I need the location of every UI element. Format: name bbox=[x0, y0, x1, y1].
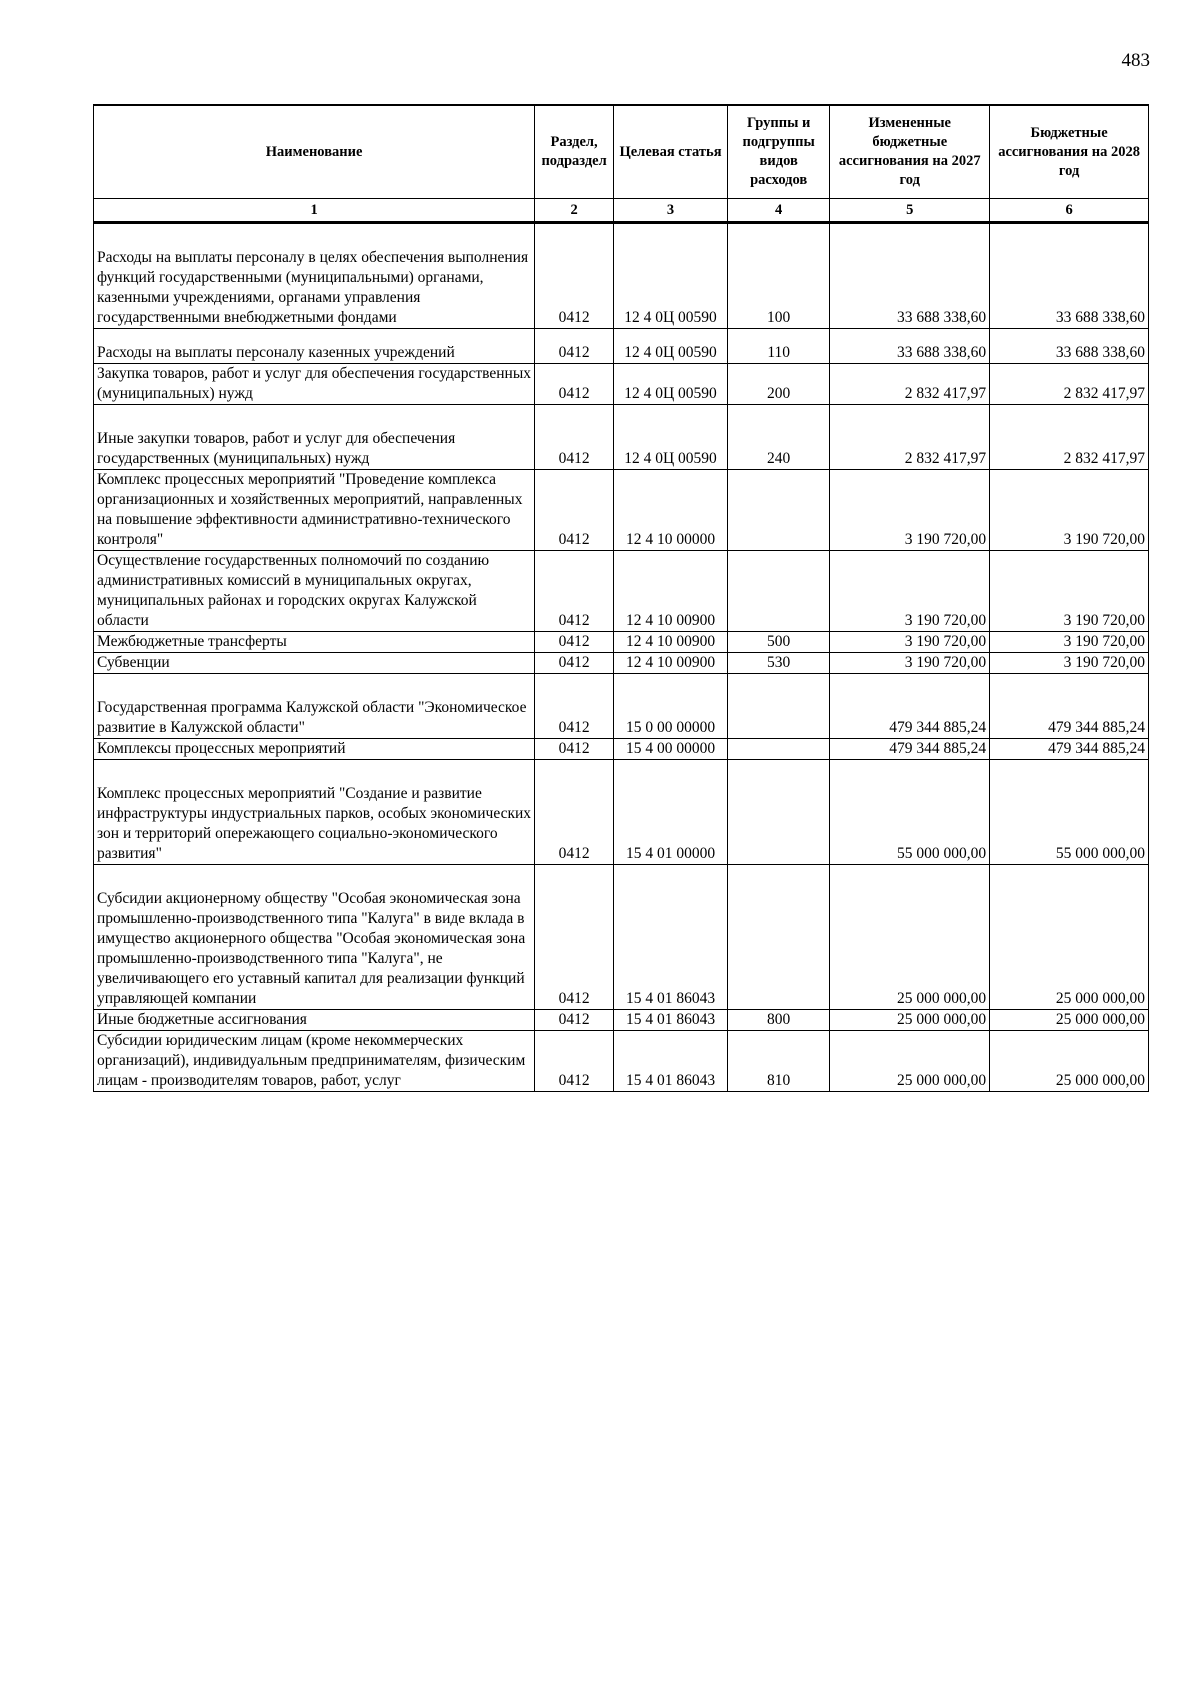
cell-expense-group: 800 bbox=[728, 1010, 830, 1031]
cell-expense-group: 240 bbox=[728, 405, 830, 470]
column-number: 6 bbox=[990, 199, 1149, 223]
table-row bbox=[94, 1031, 1149, 1092]
column-number: 1 bbox=[94, 199, 535, 223]
cell-name: Расходы на выплаты персоналу казенных учреждений bbox=[94, 329, 535, 364]
cell-target-article: 12 4 10 00900 bbox=[614, 632, 728, 653]
cell-name: Иные закупки товаров, работ и услуг для обеспечения государственных (муниципальных) нужд bbox=[94, 405, 535, 470]
cell-amount-2028: 3 190 720,00 bbox=[990, 551, 1149, 632]
cell-target-article: 12 4 0Ц 00590 bbox=[614, 223, 728, 329]
cell-target-article: 15 4 01 86043 bbox=[614, 1031, 728, 1092]
table-row bbox=[94, 329, 1149, 364]
cell-section: 0412 bbox=[535, 653, 614, 674]
cell-amount-2028: 33 688 338,60 bbox=[990, 329, 1149, 364]
cell-amount-2028: 55 000 000,00 bbox=[990, 760, 1149, 865]
cell-amount-2027: 2 832 417,97 bbox=[830, 364, 990, 405]
header-amount-2028: Бюджетные ассигнования на 2028 год bbox=[990, 105, 1149, 199]
cell-target-article: 15 0 00 00000 bbox=[614, 674, 728, 739]
cell-target-article: 12 4 0Ц 00590 bbox=[614, 364, 728, 405]
cell-name: Субсидии юридическим лицам (кроме некоммерческих организаций), индивидуальным предпринимателям, физическим лицам - производителям товаров, работ, услуг bbox=[94, 1031, 535, 1092]
cell-name: Комплекс процессных мероприятий "Проведение комплекса организационных и хозяйственных мероприятий, направленных на повышение эффективности административно-технического контроля" bbox=[94, 470, 535, 551]
table-body bbox=[94, 223, 1149, 1092]
cell-amount-2027: 2 832 417,97 bbox=[830, 405, 990, 470]
column-number: 3 bbox=[614, 199, 728, 223]
cell-section: 0412 bbox=[535, 405, 614, 470]
table-header-row bbox=[94, 105, 1149, 199]
cell-section: 0412 bbox=[535, 760, 614, 865]
cell-amount-2027: 33 688 338,60 bbox=[830, 223, 990, 329]
table-row bbox=[94, 551, 1149, 632]
header-section: Раздел, подраздел bbox=[535, 105, 614, 199]
cell-target-article: 15 4 01 86043 bbox=[614, 1010, 728, 1031]
cell-section: 0412 bbox=[535, 674, 614, 739]
cell-amount-2027: 33 688 338,60 bbox=[830, 329, 990, 364]
cell-expense-group: 530 bbox=[728, 653, 830, 674]
cell-name: Комплексы процессных мероприятий bbox=[94, 739, 535, 760]
cell-section: 0412 bbox=[535, 1031, 614, 1092]
cell-amount-2027: 479 344 885,24 bbox=[830, 739, 990, 760]
cell-name: Субсидии акционерному обществу "Особая экономическая зона промышленно-производственного типа "Калуга" в виде вклада в имущество акционерного общества "Особая экономическая зона промышленно-производственного типа "Калуга", не увеличивающего его уставный капитал для реализации функций управляющей компании bbox=[94, 865, 535, 1010]
table-row bbox=[94, 760, 1149, 865]
table-row bbox=[94, 865, 1149, 1010]
cell-amount-2028: 3 190 720,00 bbox=[990, 470, 1149, 551]
cell-expense-group: 100 bbox=[728, 223, 830, 329]
header-amount-2027: Измененные бюджетные ассигнования на 2027 год bbox=[830, 105, 990, 199]
cell-section: 0412 bbox=[535, 364, 614, 405]
table-row bbox=[94, 632, 1149, 653]
cell-section: 0412 bbox=[535, 739, 614, 760]
cell-expense-group bbox=[728, 760, 830, 865]
cell-amount-2028: 25 000 000,00 bbox=[990, 1010, 1149, 1031]
cell-section: 0412 bbox=[535, 329, 614, 364]
cell-amount-2028: 479 344 885,24 bbox=[990, 674, 1149, 739]
table-row bbox=[94, 674, 1149, 739]
cell-target-article: 12 4 10 00900 bbox=[614, 653, 728, 674]
cell-section: 0412 bbox=[535, 223, 614, 329]
cell-amount-2027: 3 190 720,00 bbox=[830, 551, 990, 632]
cell-expense-group: 500 bbox=[728, 632, 830, 653]
cell-amount-2028: 3 190 720,00 bbox=[990, 632, 1149, 653]
cell-amount-2028: 2 832 417,97 bbox=[990, 405, 1149, 470]
cell-amount-2028: 2 832 417,97 bbox=[990, 364, 1149, 405]
cell-expense-group bbox=[728, 470, 830, 551]
cell-target-article: 12 4 10 00000 bbox=[614, 470, 728, 551]
cell-amount-2027: 3 190 720,00 bbox=[830, 632, 990, 653]
cell-section: 0412 bbox=[535, 551, 614, 632]
cell-expense-group bbox=[728, 551, 830, 632]
column-number: 4 bbox=[728, 199, 830, 223]
cell-amount-2027: 3 190 720,00 bbox=[830, 653, 990, 674]
table-row bbox=[94, 405, 1149, 470]
cell-expense-group bbox=[728, 739, 830, 760]
cell-name: Закупка товаров, работ и услуг для обеспечения государственных (муниципальных) нужд bbox=[94, 364, 535, 405]
cell-target-article: 15 4 01 86043 bbox=[614, 865, 728, 1010]
cell-amount-2027: 25 000 000,00 bbox=[830, 1010, 990, 1031]
page-number: 483 bbox=[1121, 50, 1150, 71]
header-expense-group: Группы и подгруппы видов расходов bbox=[728, 105, 830, 199]
cell-expense-group: 810 bbox=[728, 1031, 830, 1092]
cell-target-article: 12 4 10 00900 bbox=[614, 551, 728, 632]
cell-target-article: 12 4 0Ц 00590 bbox=[614, 405, 728, 470]
cell-section: 0412 bbox=[535, 1010, 614, 1031]
cell-expense-group: 200 bbox=[728, 364, 830, 405]
cell-name: Осуществление государственных полномочий по созданию административных комиссий в муниципальных округах, муниципальных районах и городских округах Калужской области bbox=[94, 551, 535, 632]
header-target-article: Целевая статья bbox=[614, 105, 728, 199]
table-row bbox=[94, 223, 1149, 329]
cell-amount-2028: 33 688 338,60 bbox=[990, 223, 1149, 329]
table-row bbox=[94, 364, 1149, 405]
table-row bbox=[94, 470, 1149, 551]
cell-amount-2028: 479 344 885,24 bbox=[990, 739, 1149, 760]
cell-name: Государственная программа Калужской области "Экономическое развитие в Калужской области" bbox=[94, 674, 535, 739]
cell-amount-2028: 3 190 720,00 bbox=[990, 653, 1149, 674]
cell-name: Комплекс процессных мероприятий "Создание и развитие инфраструктуры индустриальных парков, особых экономических зон и территорий опережающего социально-экономического развития" bbox=[94, 760, 535, 865]
cell-target-article: 12 4 0Ц 00590 bbox=[614, 329, 728, 364]
table-row bbox=[94, 739, 1149, 760]
cell-expense-group: 110 bbox=[728, 329, 830, 364]
cell-amount-2028: 25 000 000,00 bbox=[990, 865, 1149, 1010]
cell-amount-2027: 25 000 000,00 bbox=[830, 865, 990, 1010]
cell-target-article: 15 4 01 00000 bbox=[614, 760, 728, 865]
cell-amount-2027: 479 344 885,24 bbox=[830, 674, 990, 739]
cell-name: Субвенции bbox=[94, 653, 535, 674]
table-row bbox=[94, 653, 1149, 674]
cell-target-article: 15 4 00 00000 bbox=[614, 739, 728, 760]
budget-table bbox=[93, 104, 1149, 1092]
cell-name: Расходы на выплаты персоналу в целях обеспечения выполнения функций государственными (муниципальными) органами, казенными учреждениями, органами управления государственными внебюджетными фондами bbox=[94, 223, 535, 329]
cell-amount-2027: 25 000 000,00 bbox=[830, 1031, 990, 1092]
cell-section: 0412 bbox=[535, 865, 614, 1010]
table-row bbox=[94, 1010, 1149, 1031]
column-number: 2 bbox=[535, 199, 614, 223]
cell-section: 0412 bbox=[535, 470, 614, 551]
column-number: 5 bbox=[830, 199, 990, 223]
cell-name: Иные бюджетные ассигнования bbox=[94, 1010, 535, 1031]
header-name: Наименование bbox=[94, 105, 535, 199]
cell-amount-2028: 25 000 000,00 bbox=[990, 1031, 1149, 1092]
cell-amount-2027: 55 000 000,00 bbox=[830, 760, 990, 865]
cell-name: Межбюджетные трансферты bbox=[94, 632, 535, 653]
cell-expense-group bbox=[728, 674, 830, 739]
cell-expense-group bbox=[728, 865, 830, 1010]
cell-amount-2027: 3 190 720,00 bbox=[830, 470, 990, 551]
cell-section: 0412 bbox=[535, 632, 614, 653]
column-number-row bbox=[94, 199, 1149, 223]
